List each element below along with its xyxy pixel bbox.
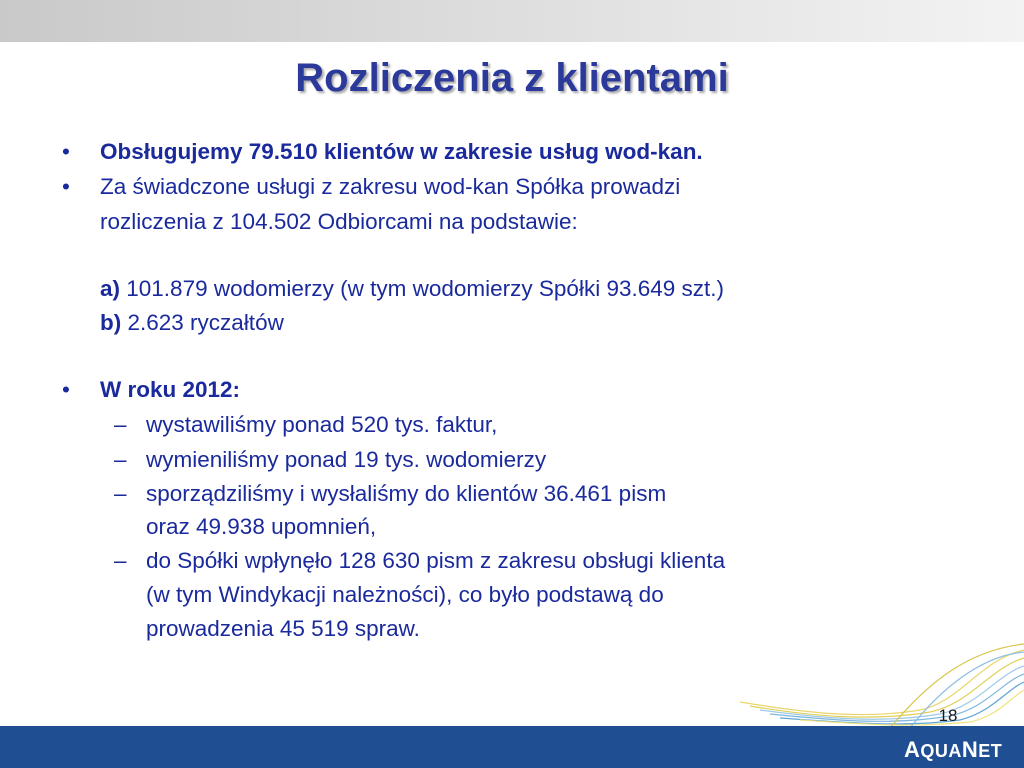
item-a — [100, 276, 724, 302]
bullet-icon: • — [62, 174, 70, 199]
dash-icon: – — [114, 412, 127, 437]
decorative-waves-icon — [740, 640, 1024, 730]
sub-item-letters-line2: oraz 49.938 upomnień, — [146, 514, 377, 539]
bullet-clients-count: Obsługujemy 79.510 klientów w zakresie usług wod-kan. — [100, 139, 703, 164]
item-b — [100, 310, 284, 336]
dash-icon: – — [114, 481, 127, 506]
dash-icon: – — [114, 548, 127, 573]
bullet-year-2012: W roku 2012: — [100, 377, 241, 402]
sub-item-letters-line1: sporządziliśmy i wysłaliśmy do klientów 36.461 pism — [146, 481, 667, 506]
bullet-billing-line2: rozliczenia z 104.502 Odbiorcami na podstawie: — [100, 209, 578, 234]
item-b-label: b) — [100, 310, 122, 335]
footer-bar — [0, 726, 1024, 768]
item-a-text: 101.879 wodomierzy (w tym wodomierzy Spółki 93.649 szt.) — [120, 276, 725, 301]
sub-item-invoices: wystawiliśmy ponad 520 tys. faktur, — [146, 412, 498, 437]
item-b-text: 2.623 ryczałtów — [121, 310, 284, 335]
sub-item-meters: wymieniliśmy ponad 19 tys. wodomierzy — [146, 447, 547, 472]
bullet-billing-line1: Za świadczone usługi z zakresu wod-kan Spółka prowadzi — [100, 174, 681, 199]
sub-item-incoming-line1: do Spółki wpłynęło 128 630 pism z zakresu obsługi klienta — [146, 548, 726, 573]
bullet-icon: • — [62, 139, 70, 164]
bullet-icon: • — [62, 377, 70, 402]
sub-item-incoming-line2: (w tym Windykacji należności), co było podstawą do — [146, 582, 664, 607]
sub-item-incoming-line3: prowadzenia 45 519 spraw. — [146, 616, 420, 641]
item-a-label: a) — [100, 276, 121, 301]
top-gradient-band — [0, 0, 1024, 42]
dash-icon: – — [114, 447, 127, 472]
page-number: 18 — [938, 706, 958, 725]
slide-title: Rozliczenia z klientami — [295, 56, 729, 100]
aquanet-logo: AQUANET — [904, 737, 1003, 762]
